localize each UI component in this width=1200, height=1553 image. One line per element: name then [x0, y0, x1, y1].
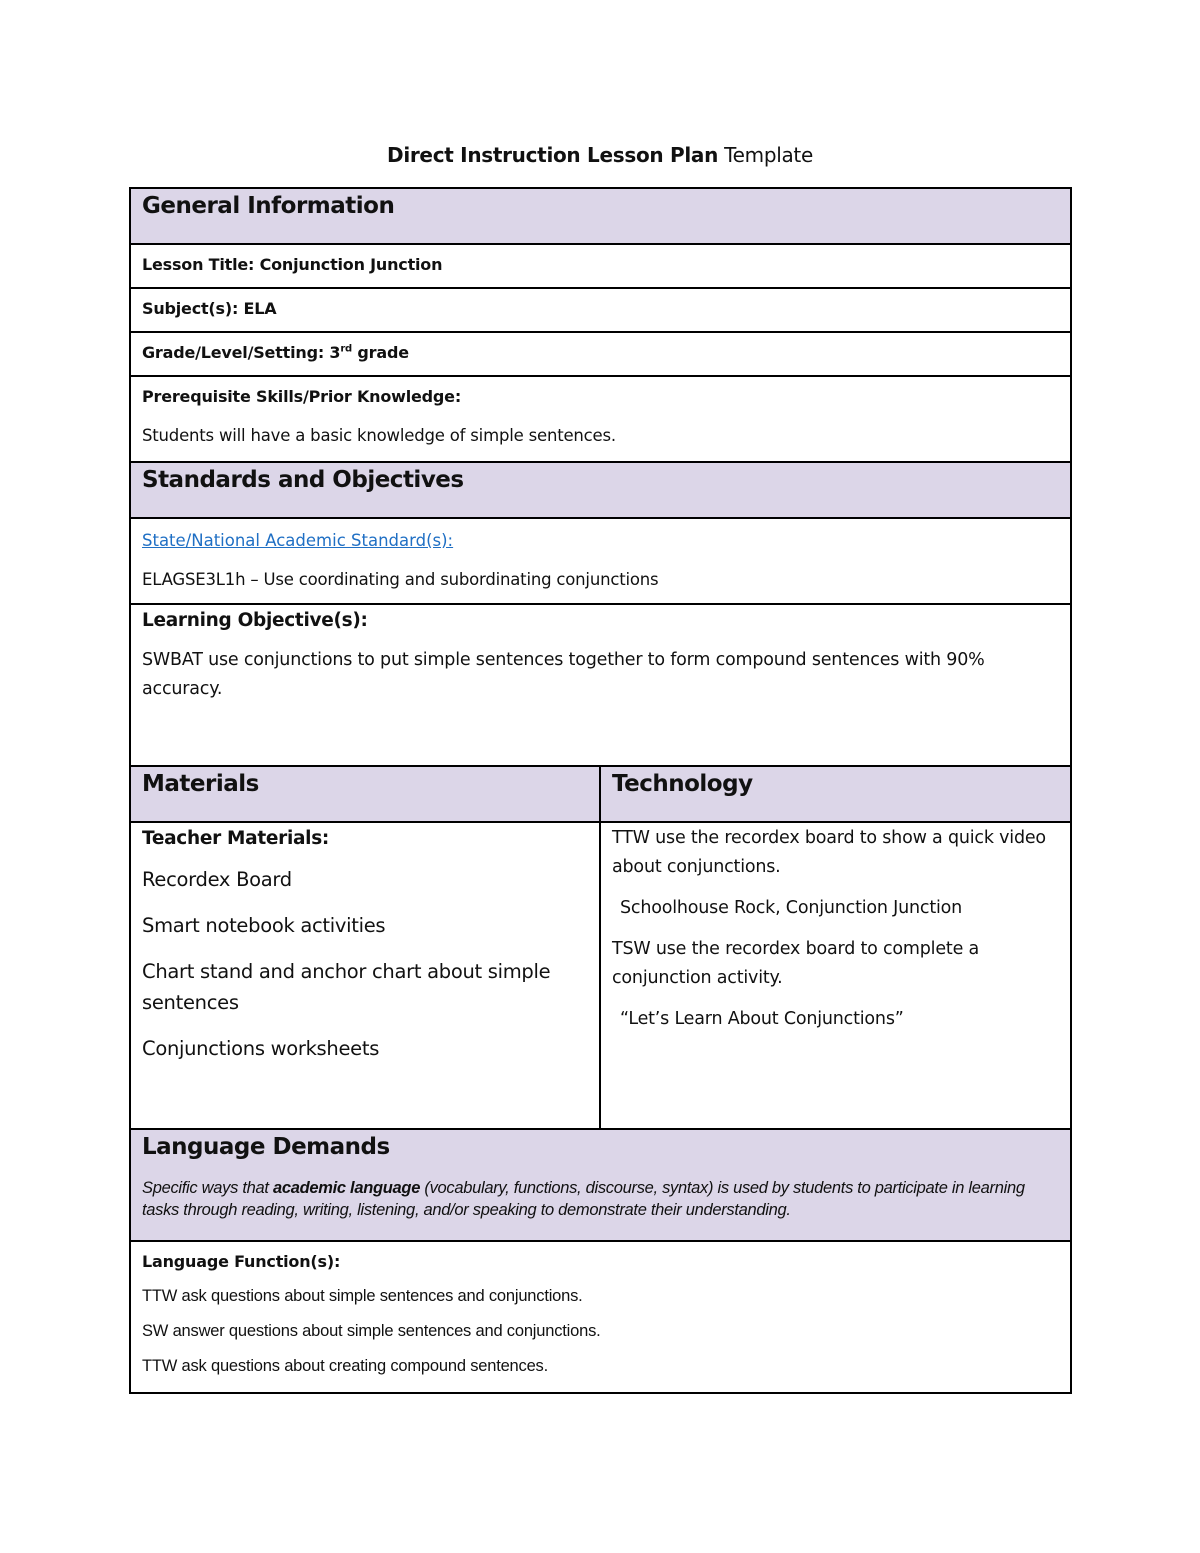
- language-function-item: TTW ask questions about simple sentences and conjunctions.: [142, 1287, 583, 1305]
- page-title-regular: Template: [724, 143, 813, 167]
- materials-item: Smart notebook activities: [142, 914, 386, 937]
- technology-item: Schoolhouse Rock, Conjunction Junction: [620, 898, 963, 918]
- materials-item: Conjunctions worksheets: [142, 1037, 380, 1060]
- standards-link[interactable]: State/National Academic Standard(s):: [142, 531, 454, 550]
- materials-item: Recordex Board: [142, 868, 292, 891]
- materials-header: Materials: [130, 766, 600, 822]
- standards-cell: [130, 518, 1071, 604]
- grade-level-setting: Grade/Level/Setting: 3rd grade: [142, 343, 409, 362]
- language-function-item: TTW ask questions about creating compound sentences.: [142, 1357, 548, 1375]
- language-demands-title: Language Demands: [142, 1134, 390, 1160]
- prerequisite-cell: [130, 376, 1071, 462]
- lesson-title: Lesson Title: Conjunction Junction: [142, 255, 443, 274]
- language-demands-description: Specific ways that academic language (vocabulary, functions, discourse, syntax) is used by students to participate in learning tasks through reading, writing, listening, and/or speaking to demonstrate their understanding.: [142, 1179, 1025, 1219]
- language-demands-header: [130, 1129, 1071, 1241]
- technology-item: TTW use the recordex board to show a quick video about conjunctions.: [612, 828, 1046, 877]
- general-information-header: General Information: [130, 188, 1071, 244]
- teacher-materials-label: Teacher Materials:: [142, 828, 330, 849]
- standard-text: ELAGSE3L1h – Use coordinating and subordinating conjunctions: [142, 570, 659, 589]
- subjects: Subject(s): ELA: [142, 299, 277, 318]
- technology-header: Technology: [600, 766, 1071, 822]
- objective-label: Learning Objective(s):: [142, 610, 368, 631]
- prerequisite-label: Prerequisite Skills/Prior Knowledge:: [142, 387, 462, 406]
- lesson-title-cell: [130, 244, 1071, 288]
- standards-objectives-header: Standards and Objectives: [130, 462, 1071, 518]
- objective-text: SWBAT use conjunctions to put simple sentences together to form compound sentences with 90% accuracy.: [142, 650, 985, 699]
- grade-cell: [130, 332, 1071, 376]
- technology-item: “Let’s Learn About Conjunctions”: [620, 1009, 904, 1029]
- objectives-cell: [130, 604, 1071, 766]
- lesson-plan-table: [129, 187, 1072, 1394]
- prerequisite-text: Students will have a basic knowledge of simple sentences.: [142, 426, 616, 445]
- materials-cell: [130, 822, 600, 1129]
- language-function-label: Language Function(s):: [142, 1252, 341, 1271]
- page-title: [0, 143, 1200, 167]
- materials-item: Chart stand and anchor chart about simple sentences: [142, 960, 551, 1014]
- subjects-cell: [130, 288, 1071, 332]
- page-title-bold: Direct Instruction Lesson Plan: [387, 143, 719, 167]
- language-function-item: SW answer questions about simple sentences and conjunctions.: [142, 1322, 601, 1340]
- technology-cell: [600, 822, 1071, 1129]
- language-function-cell: [130, 1241, 1071, 1393]
- technology-item: TSW use the recordex board to complete a conjunction activity.: [612, 939, 980, 988]
